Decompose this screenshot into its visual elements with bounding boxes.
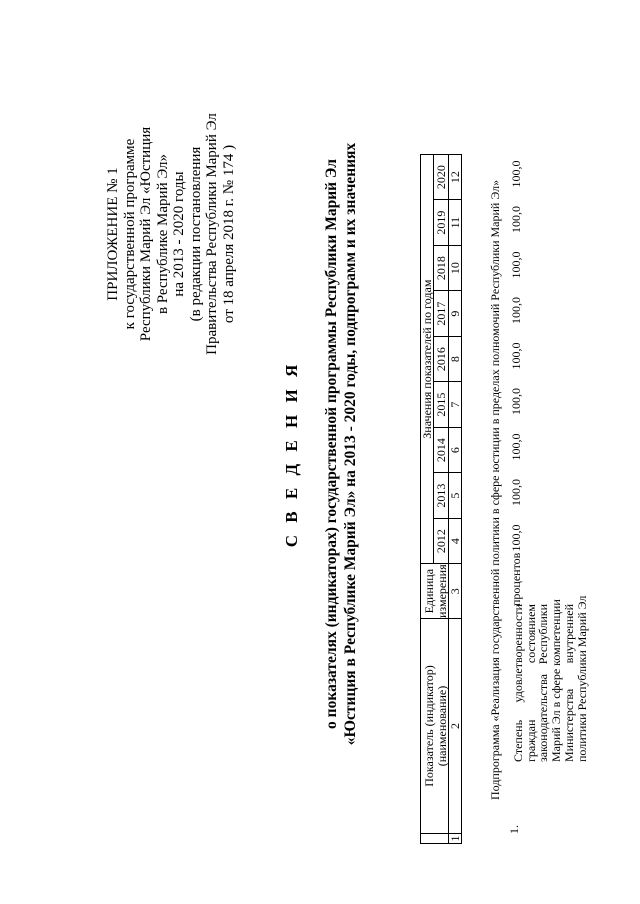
- appendix-line: от 18 апреля 2018 г. № 174 ): [220, 144, 237, 324]
- row-name-line: Степень удовлетворенности: [511, 604, 525, 762]
- row-indicator-name: [511, 595, 589, 762]
- header-year: 2013: [434, 473, 449, 519]
- header-indicator-cell: [421, 619, 449, 834]
- header-num-cell: [421, 834, 449, 844]
- document-subtitle: [322, 94, 360, 794]
- header-year: 2017: [434, 291, 449, 337]
- header-indicator-sub: (наименование): [434, 685, 449, 767]
- row-value: 100,0: [509, 479, 523, 506]
- header-year: 2016: [434, 336, 449, 382]
- column-number: 9: [449, 291, 462, 337]
- appendix-line: Правительства Республики Марий Эл: [204, 113, 220, 355]
- appendix-line: (в редакции постановления: [187, 146, 204, 322]
- column-number: 10: [449, 245, 462, 291]
- indicators-table: [420, 154, 462, 844]
- header-year: 2020: [434, 154, 449, 200]
- row-number: 1.: [507, 825, 521, 834]
- document-heading: С В Е Д Е Н И Я: [282, 360, 301, 548]
- row-value: 100,0: [509, 388, 523, 415]
- appendix-line: Республики Марий Эл «Юстиция: [138, 126, 154, 342]
- row-name-line: Марий Эл в сфере компетенции: [549, 599, 564, 762]
- header-indicator: Показатель (индикатор): [422, 665, 436, 787]
- header-unit: Единица: [422, 568, 436, 614]
- subtitle-line: о показателях (индикаторах) государственной программы Республики Марий Эл: [323, 159, 340, 729]
- row-value: 100,0: [509, 206, 523, 233]
- row-name-line: политики Республики Марий Эл: [574, 595, 589, 762]
- column-number: 5: [449, 473, 462, 519]
- appendix-block: [105, 84, 237, 384]
- appendix-line: на 2013 - 2020 годы: [171, 171, 187, 297]
- row-value: 100,0: [509, 433, 523, 461]
- row-value: 100,0: [509, 160, 523, 188]
- header-unit-cell: [421, 564, 449, 619]
- column-number: 2: [449, 619, 462, 834]
- row-value: 100,0: [509, 342, 523, 370]
- header-year: 2015: [434, 382, 449, 428]
- table-row: [495, 44, 595, 844]
- column-number: 8: [449, 336, 462, 382]
- column-number: 11: [449, 200, 462, 246]
- row-name-line: граждан состоянием: [523, 604, 538, 762]
- subprogram-title: Подпрограмма «Реализация государственной политики в сфере юстиции в пределах полномочий Республики Марий Эл»: [488, 179, 502, 800]
- row-unit: процентов: [509, 552, 523, 606]
- column-number: 7: [449, 382, 462, 428]
- appendix-line: ПРИЛОЖЕНИЕ № 1: [105, 167, 121, 301]
- row-value: 100,0: [509, 524, 523, 552]
- row-name-line: Министерства внутренней: [561, 604, 576, 762]
- appendix-line: к государственной программе: [121, 138, 138, 330]
- header-year: 2012: [434, 518, 449, 564]
- row-name-line: законодательства Республики: [536, 604, 551, 762]
- subtitle-line: «Юстиция в Республике Марий Эл» на 2013 - 2020 годы, подпрограмм и их значениях: [342, 142, 359, 746]
- header-year: 2014: [434, 427, 449, 473]
- row-value: 100,0: [509, 251, 523, 279]
- header-year: 2018: [434, 245, 449, 291]
- header-year: 2019: [434, 200, 449, 246]
- column-number: 3: [449, 564, 462, 619]
- row-value: 100,0: [509, 297, 523, 324]
- column-number: 6: [449, 427, 462, 473]
- header-unit-sub: измерения: [434, 564, 449, 618]
- column-number: 4: [449, 518, 462, 564]
- column-number: 12: [449, 154, 462, 200]
- appendix-line: в Республике Марий Эл»: [154, 153, 171, 315]
- header-values-by-year: Значения показателей по годам: [421, 154, 434, 564]
- column-number: 1: [448, 835, 462, 842]
